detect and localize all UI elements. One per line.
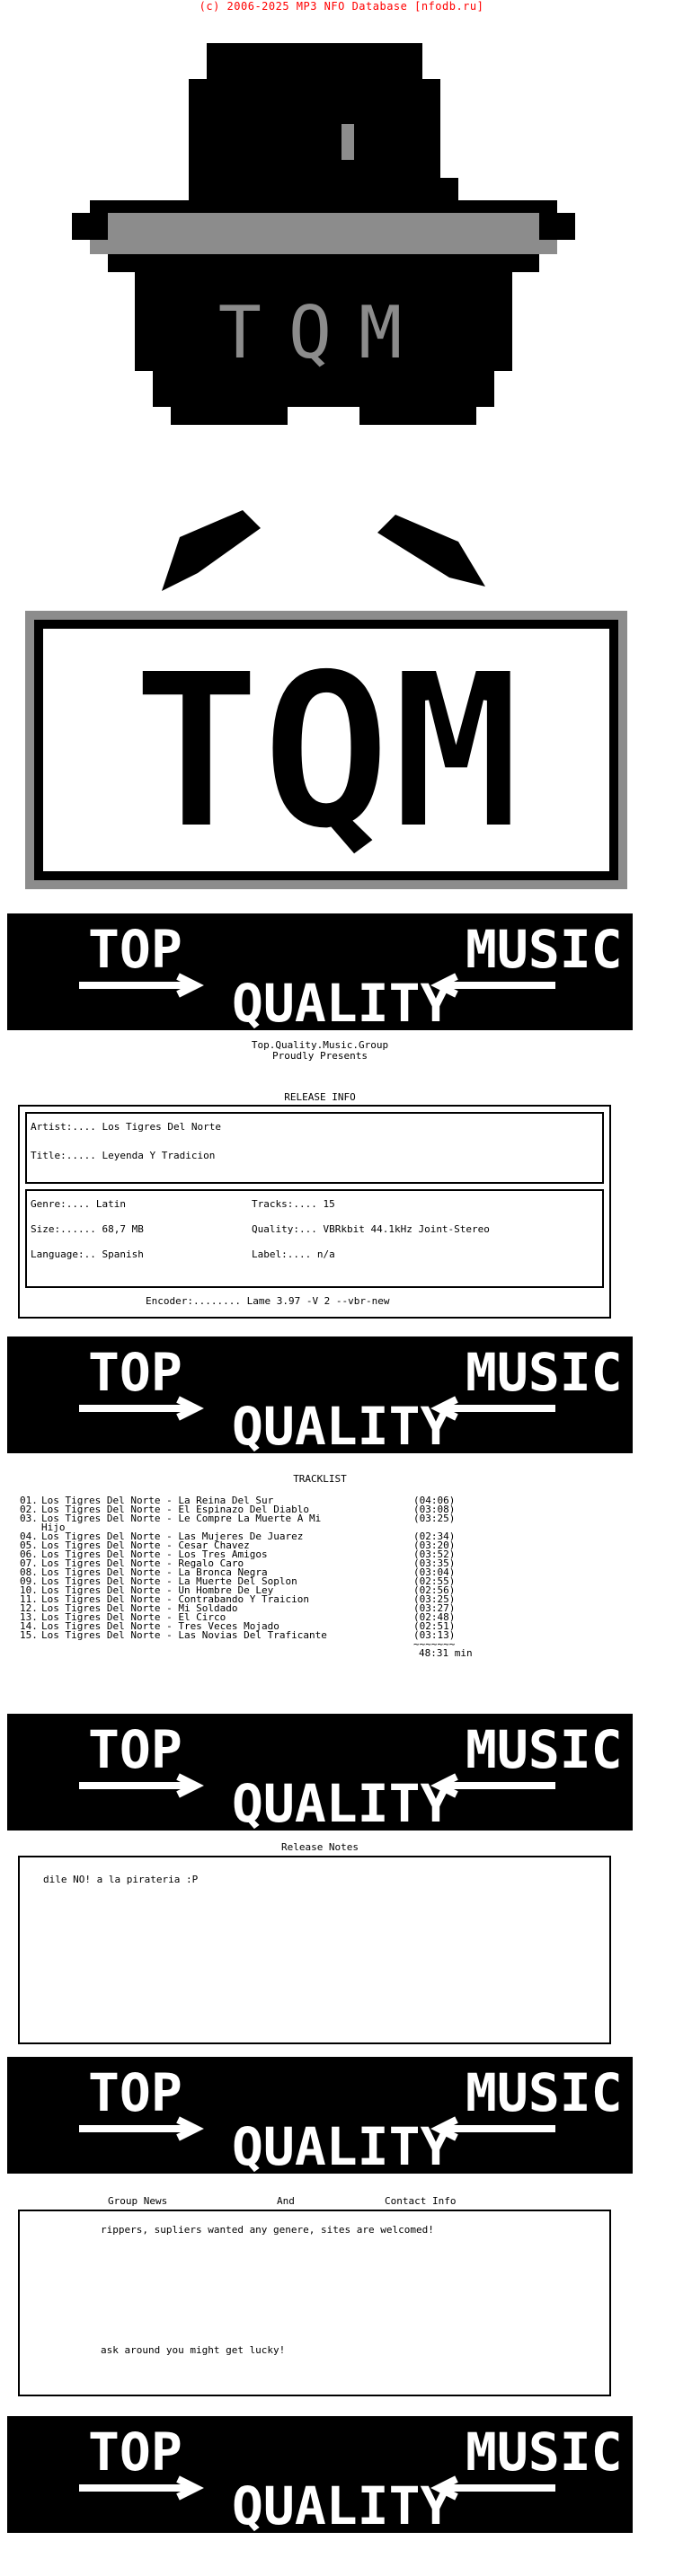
track-row: 12.	[20, 1602, 38, 1614]
track-duration: (02:56)	[413, 1584, 456, 1596]
group-news-line2: ask around you might get lucky!	[101, 2344, 286, 2356]
track-title: Los Tigres Del Norte - El Circo	[41, 1611, 226, 1623]
label-row: Label:.... n/a	[252, 1248, 335, 1260]
details-box	[25, 1189, 604, 1288]
track-duration: (03:04)	[413, 1566, 456, 1578]
track-title: Los Tigres Del Norte - La Bronca Negra	[41, 1566, 268, 1578]
banner-3	[7, 1714, 633, 1831]
banner-music: MUSIC	[466, 1719, 623, 1780]
group-news-heading: Group News	[108, 2195, 168, 2207]
track-duration: (02:55)	[413, 1575, 456, 1587]
banner-quality: QUALITY	[232, 973, 452, 1030]
track-row: 05.	[20, 1539, 38, 1551]
total-duration: 48:31 min	[419, 1647, 473, 1659]
banner-2	[7, 1337, 633, 1453]
banner-quality: QUALITY	[232, 1396, 452, 1453]
track-row: 08.	[20, 1566, 38, 1578]
track-row: 11.	[20, 1593, 38, 1605]
track-title: Los Tigres Del Norte - Los Tres Amigos	[41, 1548, 268, 1560]
face-letters: TQM	[217, 291, 430, 375]
track-row: 09.	[20, 1575, 38, 1587]
track-duration: (02:48)	[413, 1611, 456, 1623]
banner-music: MUSIC	[466, 2422, 623, 2483]
tqm-face-logo	[54, 25, 593, 600]
track-title: Los Tigres Del Norte - Las Novias Del Traficante	[41, 1629, 327, 1641]
track-duration: (03:27)	[413, 1602, 456, 1614]
track-duration: (03:25)	[413, 1593, 456, 1605]
track-row: 14.	[20, 1620, 38, 1632]
track-title: Los Tigres Del Norte - Le Compre La Muerte A Mi	[41, 1513, 322, 1524]
track-row: 13.	[20, 1611, 38, 1623]
track-duration: (03:13)	[413, 1629, 456, 1641]
banner-4	[7, 2057, 633, 2174]
track-title: Los Tigres Del Norte - Regalo Caro	[41, 1557, 244, 1569]
presents-line1: Top.Quality.Music.Group	[251, 1039, 389, 1051]
banner-top: TOP	[88, 919, 182, 980]
size-row: Size:...... 68,7 MB	[31, 1223, 144, 1235]
banner-music: MUSIC	[466, 1342, 623, 1403]
track-title: Los Tigres Del Norte - El Espinazo Del Diablo	[41, 1504, 310, 1515]
track-duration: (02:34)	[413, 1531, 456, 1542]
tracks-row: Tracks:.... 15	[252, 1198, 335, 1210]
track-title: Los Tigres Del Norte - La Reina Del Sur	[41, 1495, 274, 1506]
contact-info-heading: Contact Info	[385, 2195, 457, 2207]
release-info-heading: RELEASE INFO	[284, 1091, 356, 1103]
artist-title-box	[25, 1112, 604, 1184]
track-row: 01.	[20, 1495, 38, 1506]
track-duration: (03:35)	[413, 1557, 456, 1569]
track-duration: (02:51)	[413, 1620, 456, 1632]
track-duration: (03:25)	[413, 1513, 456, 1524]
banner-quality: QUALITY	[232, 2475, 452, 2533]
track-title: Los Tigres Del Norte - Contrabando Y Traicion	[41, 1593, 310, 1605]
tqm-block-logo	[25, 611, 627, 907]
track-row: 10.	[20, 1584, 38, 1596]
track-row: 04.	[20, 1531, 38, 1542]
banner-quality: QUALITY	[232, 2116, 452, 2174]
track-title: Los Tigres Del Norte - Mi Soldado	[41, 1602, 238, 1614]
banner-music: MUSIC	[466, 919, 623, 980]
track-row: 03.	[20, 1513, 38, 1524]
total-separator: ~~~~~~~	[413, 1638, 456, 1650]
release-info-box	[18, 1105, 611, 1319]
logo-text: TQM	[131, 626, 521, 878]
track-row: 02.	[20, 1504, 38, 1515]
track-duration: (03:08)	[413, 1504, 456, 1515]
tracklist	[0, 1496, 683, 1676]
track-duration: (04:06)	[413, 1495, 456, 1506]
release-notes-box	[18, 1856, 611, 2044]
track-title: Los Tigres Del Norte - Tres Veces Mojado	[41, 1620, 279, 1632]
track-row: 15.	[20, 1629, 38, 1641]
track-title-continued: Hijo	[41, 1522, 66, 1533]
genre-row: Genre:.... Latin	[31, 1198, 126, 1210]
track-title: Los Tigres Del Norte - La Muerte Del Soplon	[41, 1575, 297, 1587]
banner-top: TOP	[88, 2422, 182, 2483]
banner-quality: QUALITY	[232, 1773, 452, 1831]
track-title: Los Tigres Del Norte - Cesar Chavez	[41, 1539, 250, 1551]
artist-row: Artist:.... Los Tigres Del Norte	[31, 1121, 221, 1133]
banner-top: TOP	[88, 2062, 182, 2123]
quality-row: Quality:... VBRkbit 44.1kHz Joint-Stereo	[252, 1223, 490, 1235]
banner-1	[7, 913, 633, 1030]
presents-line2: Proudly Presents	[272, 1050, 368, 1062]
track-title: Los Tigres Del Norte - Las Mujeres De Juarez	[41, 1531, 304, 1542]
banner-top: TOP	[88, 1342, 182, 1403]
track-duration: (03:52)	[413, 1548, 456, 1560]
banner-top: TOP	[88, 1719, 182, 1780]
banner-music: MUSIC	[466, 2062, 623, 2123]
track-row: 06.	[20, 1548, 38, 1560]
tracklist-heading: TRACKLIST	[293, 1473, 347, 1485]
encoder-row: Encoder:........ Lame 3.97 -V 2 --vbr-new	[146, 1295, 390, 1307]
banner-5	[7, 2416, 633, 2533]
language-row: Language:.. Spanish	[31, 1248, 144, 1260]
credit-line: (c) 2006-2025 MP3 NFO Database [nfodb.ru]	[199, 0, 484, 13]
and-heading: And	[277, 2195, 295, 2207]
track-title: Los Tigres Del Norte - Un Hombre De Ley	[41, 1584, 274, 1596]
track-duration: (03:20)	[413, 1539, 456, 1551]
group-news-box	[18, 2210, 611, 2396]
track-row: 07.	[20, 1557, 38, 1569]
title-row: Title:..... Leyenda Y Tradicion	[31, 1150, 216, 1161]
group-news-line1: rippers, supliers wanted any genere, sites are welcomed!	[101, 2224, 434, 2236]
release-notes-text: dile NO! a la pirateria :P	[43, 1874, 199, 1885]
release-notes-heading: Release Notes	[280, 1841, 359, 1853]
